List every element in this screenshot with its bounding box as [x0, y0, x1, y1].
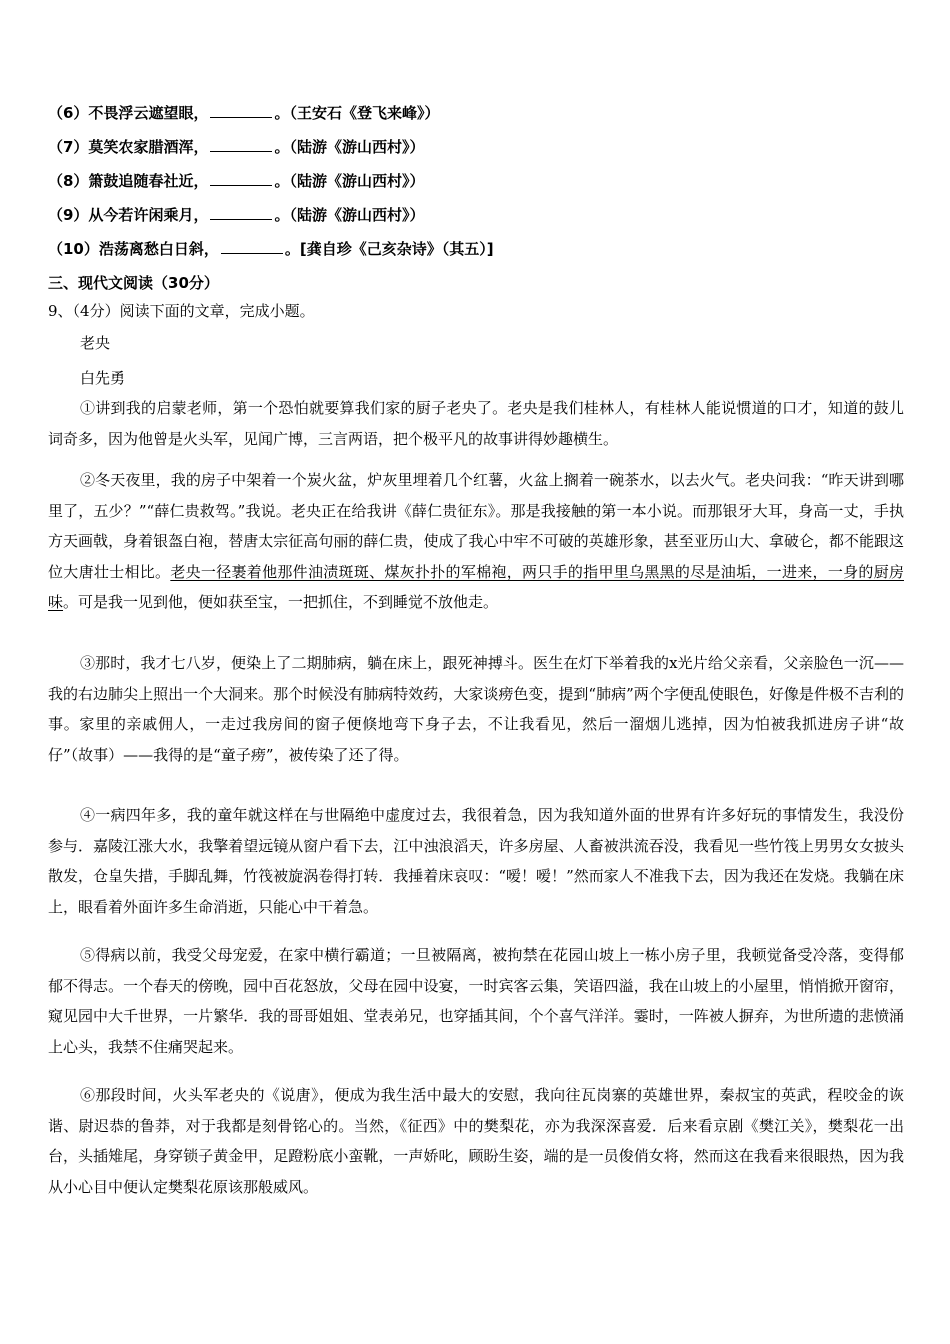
paragraph-1: ①讲到我的启蒙老师，第一个恐怕就要算我们家的厨子老央了。老央是我们桂林人，有桂林人能说惯道的口才，知道的鼓儿词奇多，因为他曾是火头军，见闻广博，三言两语，把个极平凡的故事讲得妙趣横生。: [48, 399, 904, 448]
paragraph-5: ⑤得病以前，我受父母宠爱，在家中横行霸道；一旦被隔离，被拘禁在花园山坡上一栋小房子里，我顿觉备受冷落，变得郁郁不得志。一个春天的傍晚，园中百花怒放，父母在园中设宴，一时宾客云集，笑语四溢，我在山坡上的小屋里，悄悄掀开窗帘，窥见园中大千世界，一片繁华．我的哥哥姐姐、堂表弟兄，也穿插其间，个个喜气洋洋。霎时，一阵被人摒弃，为世所遗的悲愤涌上心头，我禁不住痛哭起来。: [48, 946, 904, 1056]
answer-blank[interactable]: [210, 207, 272, 220]
question-6: （6）不畏浮云遮望眼， 。（王安石《登飞来峰》）: [48, 104, 440, 122]
answer-blank[interactable]: [210, 139, 272, 152]
article-title: 老央: [80, 334, 111, 352]
answer-blank[interactable]: [210, 173, 272, 186]
question-10: （10）浩荡离愁白日斜， 。[龚自珍《己亥杂诗》（其五）]: [48, 240, 494, 258]
article-author: 白先勇: [80, 369, 126, 387]
section-title: 三、现代文阅读（30分）: [48, 274, 219, 292]
question-7: （7）莫笑农家腊酒浑， 。（陆游《游山西村》）: [48, 138, 425, 156]
task-instruction: 9、（4分）阅读下面的文章，完成小题。: [48, 302, 315, 320]
paragraph-3: ③那时，我才七八岁，便染上了二期肺病，躺在床上，跟死神搏斗。医生在灯下举着我的x光片给父亲看，父亲脸色一沉——我的右边肺尖上照出一个大洞来。那个时候没有肺病特效药，大家谈痨色变，提到“肺病”两个字便乱使眼色，好像是件极不吉利的事。家里的亲戚佣人，一走过我房间的窗子便倏地弯下身子去，不让我看见，然后一溜烟儿逃掉，因为怕被我抓进房子讲“故仔”（故事）——我得的是“童子痨”，被传染了还了得。: [48, 654, 904, 764]
underlined-sentence: 老央一径裹着他那件油渍斑斑、煤灰扑扑的军棉袍，两只手的指甲里乌黑黑的尽是油垢，一进来，一身的厨房味: [48, 562, 904, 612]
paragraph-4: ④一病四年多，我的童年就这样在与世隔绝中虚度过去，我很着急，因为我知道外面的世界有许多好玩的事情发生，我没份参与．嘉陵江涨大水，我擎着望远镜从窗户看下去，江中浊浪滔天，许多房屋、人畜被洪流吞没，我看见一些竹筏上男男女女披头散发，仓皇失措，手脚乱舞，竹筏被旋涡卷得打转．我捶着床哀叹：“嗳！嗳！”然而家人不准我下去，因为我还在发烧。我躺在床上，眼看着外面许多生命消逝，只能心中干着急。: [48, 806, 904, 916]
answer-blank[interactable]: [210, 105, 272, 118]
question-8: （8）箫鼓追随春社近， 。（陆游《游山西村》）: [48, 172, 425, 190]
question-9: （9）从今若许闲乘月， 。（陆游《游山西村》）: [48, 206, 425, 224]
answer-blank[interactable]: [221, 241, 283, 254]
paragraph-2: ②冬天夜里，我的房子中架着一个炭火盆，炉灰里埋着几个红薯，火盆上搁着一碗茶水，以去火气。老央问我：“昨天讲到哪里了，五少？”“薛仁贵救驾。”我说。老央正在给我讲《薛仁贵征东》。那是我接触的第一本小说。而那银牙大耳，身高一丈，手执方天画戟，身着银盔白袍，替唐太宗征高句丽的薛仁贵，使成了我心中牢不可破的英雄形象，甚至亚历山大、拿破仑，都不能跟这位大唐壮士相比。老央一径裹着他那件油渍斑斑、煤灰扑扑的军棉袍，两只手的指甲里乌黑黑的尽是油垢，一进来，一身的厨房味。可是我一见到他，便如获至宝，一把抓住，不到睡觉不放他走。: [48, 471, 904, 612]
paragraph-6: ⑥那段时间，火头军老央的《说唐》，便成为我生活中最大的安慰，我向往瓦岗寨的英雄世界，秦叔宝的英武，程咬金的诙谐、尉迟恭的鲁莽，对于我都是刻骨铭心的。当然，《征西》中的樊梨花，亦为我深深喜爱．后来看京剧《樊江关》，樊梨花一出台，头插雉尾，身穿锁子黄金甲，足蹬粉底小蛮靴，一声娇叱，顾盼生姿，端的是一员俊俏女将，然而这在我看来很眼热，因为我从小心目中便认定樊梨花原该那般威风。: [48, 1086, 904, 1196]
